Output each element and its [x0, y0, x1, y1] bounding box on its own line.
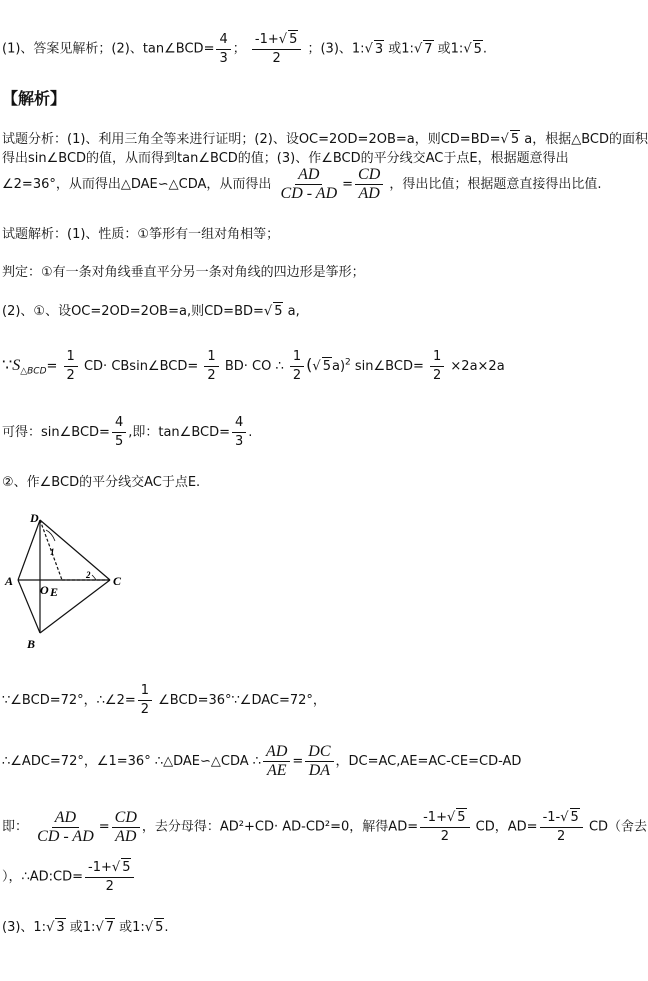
solution-line-9: 即： $\frac{AD}{CD - AD}$ = $\frac{CD}{AD}$ ，去分母得：AD²+CD· AD-CD²=0，解得AD= $\frac{-1+√ 5}{2}$ CD，AD= $\frac{-1-√ 5}{2}$ CD（舍去 [2, 808, 648, 845]
label-O: O [40, 583, 49, 597]
solution-line-10: ），∴AD:CD= $\frac{-1+√ 5}{2}$ [2, 858, 136, 896]
angle-2-label: 2 [86, 570, 91, 580]
analysis-line-1: 试题分析：(1)、利用三角全等来进行证明；(2)、设OC=2OD=2OB=a，则CD=BD=√ 5 a，根据△BCD的面积 [2, 132, 648, 147]
solution-line-8: ∴∠ADC=72°，∠1=36° ∴△DAE∽△CDA ∴ $\frac{AD}{AE}$ = $\frac{DC}{DA}$ ，DC=AC,AE=AC-CE=CD-AD [2, 743, 522, 779]
analysis-heading: 【解析】 [2, 89, 67, 108]
tan-fraction: $\frac{4}{3}$ [216, 31, 230, 68]
solution-line-7: ∵∠BCD=72°，∴∠2= $\frac{1}{2}$ ∠BCD=36°∵∠DAC=72°， [2, 683, 326, 717]
answer-part1: (1)、答案见解析；(2)、tan∠BCD= [2, 41, 215, 57]
solution-line-1: 试题解析：(1)、性质：①筝形有一组对角相等； [2, 227, 280, 242]
label-A: A [5, 574, 14, 588]
answer-line: (1)、答案见解析；(2)、tan∠BCD= $\frac{4}{3}$ ； $\frac{-1+√ 5}{2}$ ；(3)、1:√ 3 或1:√ 7 或1:√ 5. [2, 31, 488, 66]
solution-line-11: (3)、1:√ 3 或1:√ 7 或1:√ 5. [2, 920, 169, 935]
label-E: E [50, 585, 59, 599]
label-B: B [27, 637, 36, 651]
analysis-line-2: 得出sin∠BCD的值，从而得到tan∠BCD的值；(3)、作∠BCD的平分线交AC于点E，根据题意得出 [2, 151, 569, 166]
kite-figure [0, 505, 140, 655]
label-C: C [113, 574, 122, 588]
solution-line-2: 判定：①有一条对角线垂直平分另一条对角线的四边形是筝形； [2, 265, 365, 280]
ratio-fraction: $\frac{-1+√ 5}{2}$ [252, 30, 301, 68]
angle-1-label: 1 [50, 547, 55, 557]
solution-line-4: $\because S_{\triangle BCD}=$ $\frac{1}{2}$ CD· CBsin∠BCD= $\frac{1}{2}$ BD· CO ∴ $\frac{1}{2}$ (√ 5a)$^2$ sin∠BCD= $\frac{1}{2}$ ×2a×2a [2, 349, 505, 383]
analysis-line-3: ∠2=36°，从而得出△DAE∽△CDA，从而得出 $\frac{AD}{CD - AD}$ = $\frac{CD}{AD}$ ，得出比值；根据题意直接得出比值. [2, 166, 602, 202]
solution-line-5: 可得：sin∠BCD= $\frac{4}{5}$ ,即：tan∠BCD= $\frac{4}{3}$ . [2, 415, 253, 449]
label-D: D [30, 511, 39, 525]
solution-line-3: (2)、①、设OC=2OD=2OB=a,则CD=BD=√ 5 a, [2, 304, 300, 319]
solution-line-6: ②、作∠BCD的平分线交AC于点E. [2, 475, 201, 490]
